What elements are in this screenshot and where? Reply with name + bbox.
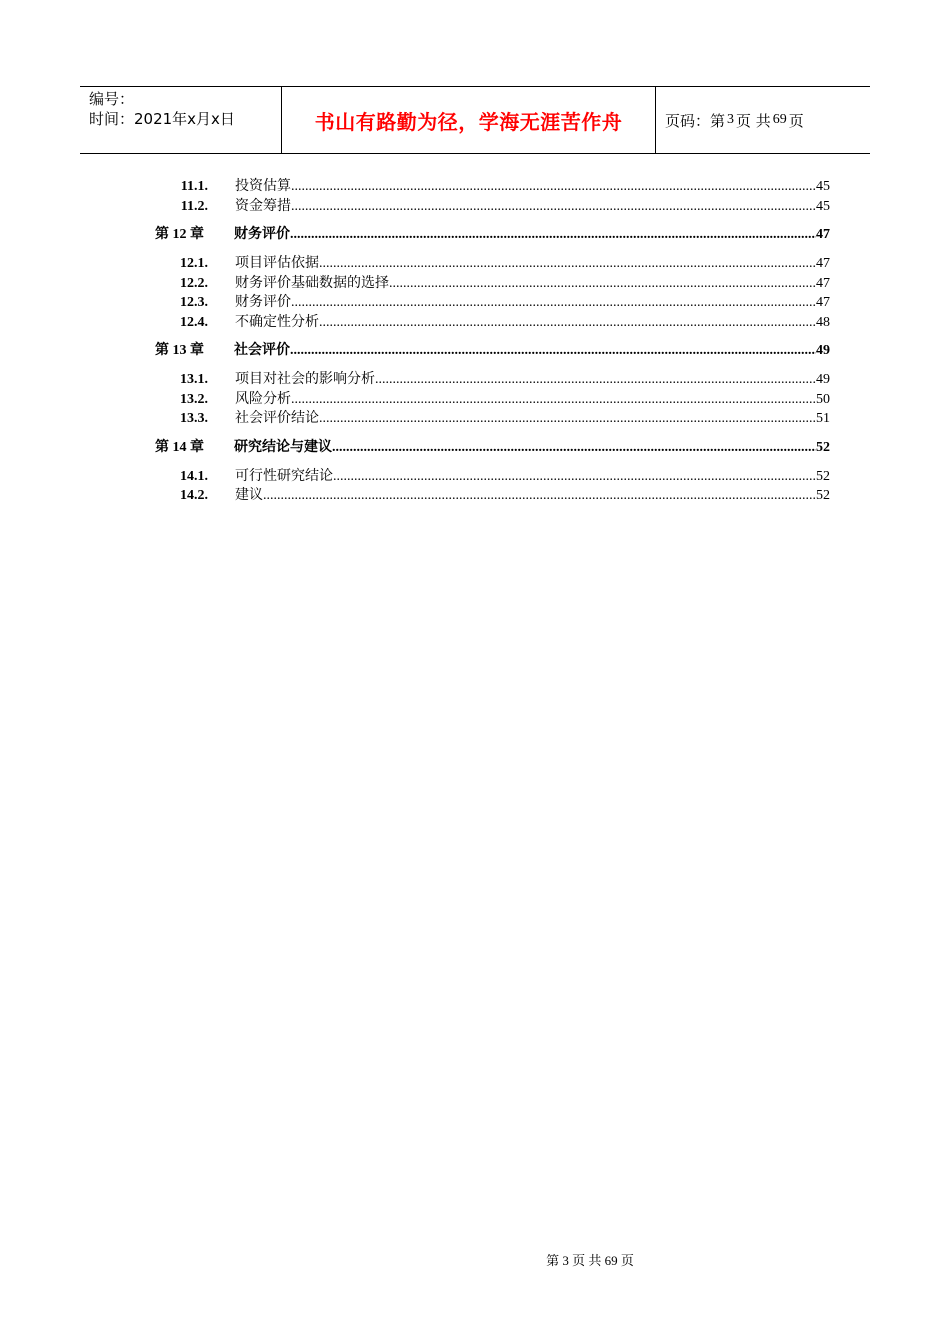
toc-section-row[interactable] (150, 272, 830, 292)
toc-number: 11.2. (180, 198, 208, 214)
page-suffix: 页 (788, 111, 804, 130)
toc-chapter-row[interactable] (150, 223, 830, 243)
toc-title: 不确定性分析 (235, 313, 319, 330)
page-mid: 页 共 (736, 111, 771, 130)
toc-leader-dots (291, 295, 816, 311)
toc-page-number: 47 (816, 275, 830, 291)
toc-number: 第 12 章 (155, 227, 204, 242)
toc-number: 第 14 章 (155, 439, 204, 455)
toc-title: 社会评价结论 (235, 410, 319, 426)
toc-section-row[interactable] (150, 407, 830, 427)
page-header (80, 86, 870, 154)
toc-leader-dots (332, 440, 816, 456)
toc-number: 13.3. (180, 411, 208, 426)
toc-leader-dots (375, 372, 816, 388)
toc-section-row[interactable] (150, 195, 830, 215)
header-motto-cell (282, 87, 656, 153)
toc-page-number: 45 (816, 179, 830, 194)
toc-number: 11.1. (180, 179, 208, 194)
toc-title: 可行性研究结论 (235, 467, 333, 484)
toc-page-number: 49 (816, 372, 830, 387)
page-total: 69 (772, 112, 787, 127)
toc-number: 13.2. (180, 391, 208, 407)
toc-leader-dots (291, 199, 816, 215)
toc-leader-dots (319, 256, 816, 272)
toc-leader-dots (290, 343, 816, 359)
toc-page-number: 47 (816, 256, 830, 271)
toc-number: 13.1. (180, 372, 208, 387)
page-prefix: 页码：第 (665, 111, 726, 130)
toc-page-number: 47 (816, 227, 830, 242)
toc-page-number: 49 (816, 343, 830, 358)
page-current: 3 (727, 112, 735, 127)
toc-number: 12.4. (180, 314, 208, 330)
toc-page-number: 52 (816, 439, 830, 455)
toc-title: 项目对社会的影响分析 (235, 371, 375, 387)
toc-page-number: 52 (816, 468, 830, 484)
toc-title: 投资估算 (235, 178, 291, 194)
toc-page-number: 47 (816, 295, 830, 310)
toc-section-row[interactable] (150, 311, 830, 331)
toc-section-row[interactable] (150, 388, 830, 408)
toc-chapter-row[interactable] (150, 436, 830, 456)
toc-number: 12.2. (180, 275, 208, 291)
toc-title: 资金筹措 (235, 197, 291, 214)
toc-title: 研究结论与建议 (234, 438, 332, 455)
toc-title: 财务评价 (235, 294, 291, 310)
toc-leader-dots (333, 469, 816, 485)
toc-leader-dots (291, 392, 816, 408)
toc-section-row[interactable] (150, 175, 830, 195)
toc-page-number: 50 (816, 391, 830, 407)
toc-page-number: 48 (816, 314, 830, 330)
header-info-cell (80, 87, 282, 153)
toc-title: 社会评价 (234, 342, 290, 358)
toc-title: 财务评价 (234, 226, 290, 242)
toc-section-row[interactable] (150, 465, 830, 485)
toc-number: 第 13 章 (155, 343, 204, 358)
toc-title: 财务评价基础数据的选择 (235, 274, 389, 291)
motto-text: 书山有路勤为径，学海无涯苦作舟 (314, 109, 623, 134)
toc-title: 风险分析 (235, 390, 291, 407)
toc-title: 项目评估依据 (235, 255, 319, 271)
toc-section-row[interactable] (150, 291, 830, 311)
date-line: 时间：2021年x月x日 (89, 110, 235, 128)
toc-leader-dots (291, 179, 816, 195)
toc-leader-dots (389, 276, 816, 292)
toc-leader-dots (319, 411, 816, 427)
serial-label: 编号： (89, 90, 135, 108)
toc-number: 14.2. (180, 488, 208, 503)
toc-page-number: 51 (816, 411, 830, 426)
toc-page-number: 52 (816, 488, 830, 503)
toc-chapter-row[interactable] (150, 339, 830, 359)
toc-number: 12.3. (180, 295, 208, 310)
header-page-cell (656, 87, 870, 153)
toc-leader-dots (263, 488, 816, 504)
toc-section-row[interactable] (150, 368, 830, 388)
toc-leader-dots (290, 227, 816, 243)
toc-number: 14.1. (180, 468, 208, 484)
table-of-contents (150, 175, 830, 504)
page-footer: 第 3 页 共 69 页 (546, 1253, 634, 1268)
toc-title: 建议 (235, 487, 263, 503)
toc-page-number: 45 (816, 198, 830, 214)
toc-section-row[interactable] (150, 252, 830, 272)
toc-section-row[interactable] (150, 484, 830, 504)
toc-leader-dots (319, 315, 816, 331)
toc-number: 12.1. (180, 256, 208, 271)
